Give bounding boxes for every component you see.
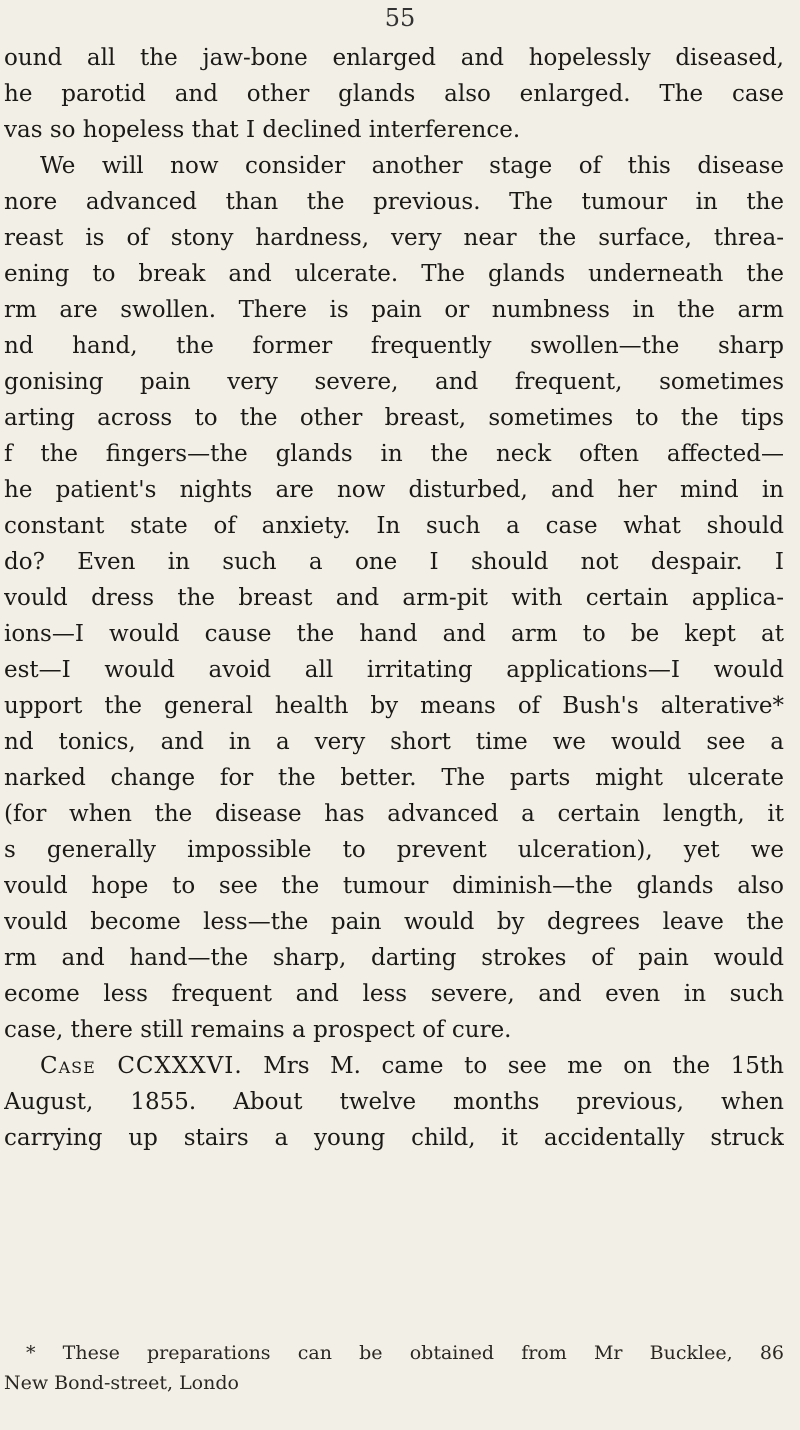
text-line: f the fingers—the glands in the neck often affected— bbox=[4, 441, 784, 467]
text-line: carrying up stairs a young child, it accidentally struck bbox=[4, 1125, 784, 1151]
text-line: case, there still remains a prospect of cure. bbox=[4, 1017, 512, 1043]
footnote bbox=[4, 1338, 784, 1398]
text-line: s generally impossible to prevent ulceration), yet we bbox=[4, 837, 784, 863]
text-line: est—I would avoid all irritating applications—I would bbox=[4, 657, 784, 683]
text-line: ound all the jaw-bone enlarged and hopelessly diseased, bbox=[4, 45, 784, 71]
text-line: vas so hopeless that I declined interference. bbox=[4, 117, 521, 143]
body-text bbox=[4, 40, 784, 1156]
case-label: Case CCXXXVI. bbox=[40, 1053, 243, 1079]
page-number: 55 bbox=[384, 4, 416, 32]
text-line: vould dress the breast and arm-pit with certain applica- bbox=[4, 585, 784, 611]
text-line: narked change for the better. The parts might ulcerate bbox=[4, 765, 784, 791]
text-line: ening to break and ulcerate. The glands underneath the bbox=[4, 261, 784, 287]
text-line: nore advanced than the previous. The tumour in the bbox=[4, 189, 784, 215]
text-line: rm are swollen. There is pain or numbness in the arm bbox=[4, 297, 784, 323]
case-line-text: Mrs M. came to see me on the 15th bbox=[242, 1053, 784, 1079]
text-line: nd hand, the former frequently swollen—the sharp bbox=[4, 333, 784, 359]
text-line: vould hope to see the tumour diminish—the glands also bbox=[4, 873, 784, 899]
text-line: he parotid and other glands also enlarged. The case bbox=[4, 81, 784, 107]
text-line: vould become less—the pain would by degrees leave the bbox=[4, 909, 784, 935]
text-line: arting across to the other breast, sometimes to the tips bbox=[4, 405, 784, 431]
text-line: We will now consider another stage of this disease bbox=[40, 153, 784, 179]
text-line: do? Even in such a one I should not despair. I bbox=[4, 549, 784, 575]
text-line: rm and hand—the sharp, darting strokes of pain would bbox=[4, 945, 784, 971]
text-line: (for when the disease has advanced a certain length, it bbox=[4, 801, 784, 827]
text-line: ecome less frequent and less severe, and even in such bbox=[4, 981, 784, 1007]
text-line: he patient's nights are now disturbed, and her mind in bbox=[4, 477, 784, 503]
text-line: gonising pain very severe, and frequent, sometimes bbox=[4, 369, 784, 395]
text-line: constant state of anxiety. In such a case what should bbox=[4, 513, 784, 539]
text-line: nd tonics, and in a very short time we would see a bbox=[4, 729, 784, 755]
text-line: upport the general health by means of Bush's alterative* bbox=[4, 693, 784, 719]
text-line: August, 1855. About twelve months previous, when bbox=[4, 1089, 784, 1115]
case-heading-line bbox=[4, 1048, 784, 1084]
footnote-line: * These preparations can be obtained from Mr Bucklee, 86 bbox=[26, 1342, 784, 1364]
text-line: ions—I would cause the hand and arm to be kept at bbox=[4, 621, 784, 647]
text-line: reast is of stony hardness, very near the surface, threa- bbox=[4, 225, 784, 251]
footnote-line: New Bond-street, Londo bbox=[4, 1372, 239, 1394]
